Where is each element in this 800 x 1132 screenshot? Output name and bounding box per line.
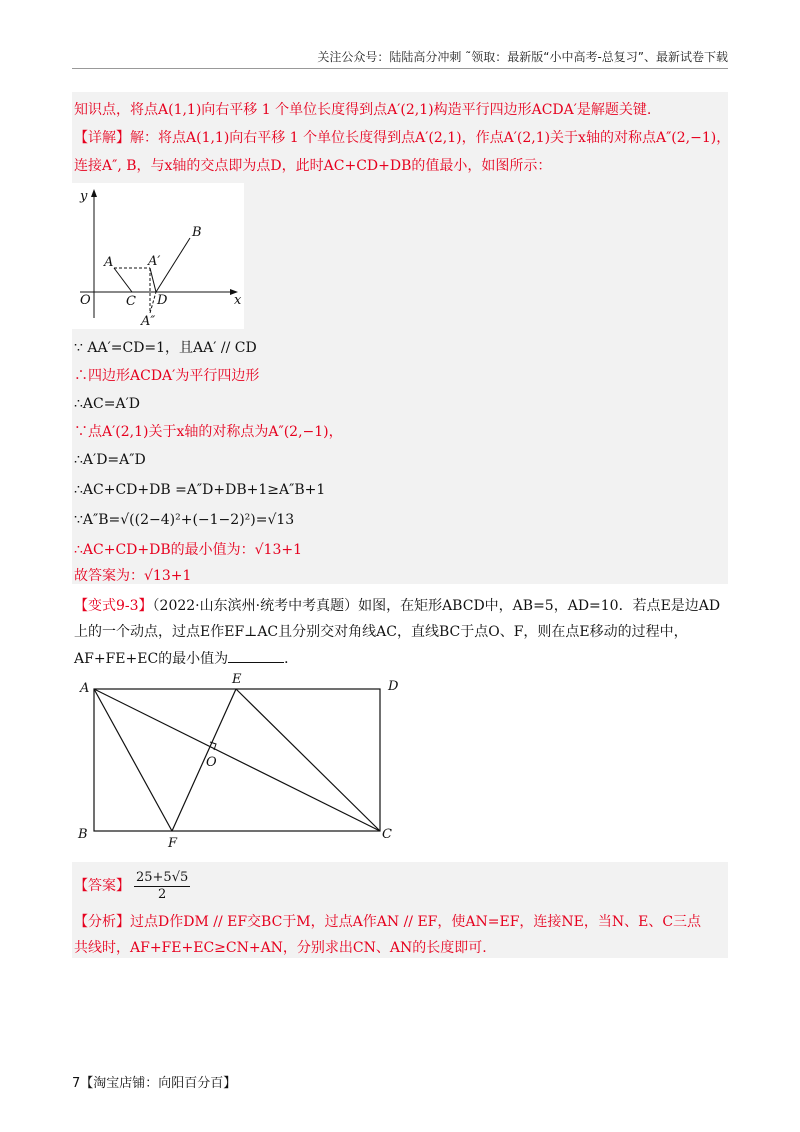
analysis-line-2: 共线时，AF+FE+EC≥CN+AN，分别求出CN、AN的长度即可.: [74, 940, 487, 956]
step-5: ∴A′D=A″D: [74, 452, 146, 468]
variant-line-3: [74, 648, 298, 669]
fig1-point-a1: A′: [148, 254, 161, 269]
step-4: ∵点A′(2,1)关于x轴的对称点为A″(2,−1)，: [74, 424, 343, 440]
fig2-point-f: F: [168, 836, 178, 850]
step-2: ∴四边形ACDA′为平行四边形: [74, 368, 260, 384]
fig1-point-a: A: [104, 255, 114, 270]
fig2-point-o: O: [206, 755, 217, 770]
fig2-point-a: A: [80, 681, 90, 696]
knowledge-line: 知识点，将点A(1,1)向右平移 1 个单位长度得到点A′(2,1)构造平行四边形ACDA′是解题关键.: [74, 102, 652, 118]
analysis-tag: 【分析】: [74, 914, 130, 930]
fig1-point-d: D: [157, 293, 168, 308]
answer-denominator: 2: [157, 886, 167, 902]
rectangle-figure: [72, 672, 412, 850]
fig1-y-label: y: [80, 189, 88, 204]
variant-end: ．: [284, 651, 299, 667]
answer-line: [74, 868, 190, 904]
answer-blank: [228, 648, 284, 663]
detail-text-1: 解：将点A(1,1)向右平移 1 个单位长度得到点A′(2,1)，作点A′(2,1)关于x轴的对称点A″(2,−1)，: [130, 130, 731, 146]
step-3: ∴AC=A′D: [74, 396, 140, 412]
step-7: ∵A″B=√((2−4)²+(−1−2)²)=√13: [74, 512, 295, 528]
answer-numerator: 25+5√5: [136, 869, 189, 885]
step-1: ∵ AA′=CD=1，且AA′ // CD: [74, 340, 257, 356]
variant-line-2: 上的一个动点，过点E作EF⊥AC且分别交对角线AC，直线BC于点O、F，则在点E移动的过程中，: [74, 624, 688, 640]
variant-text-3: AF+FE+EC的最小值为: [74, 651, 229, 667]
page-footer: 7【淘宝店铺：向阳百分百】: [72, 1076, 237, 1091]
fig1-point-c: C: [126, 294, 136, 309]
fig2-point-b: B: [78, 827, 88, 842]
analysis-line-1: [74, 912, 701, 932]
coordinate-figure: [72, 183, 244, 329]
page-header: 关注公众号：陆陆高分冲刺 ˜领取：最新版“小中高考-总复习”、最新试卷下载: [317, 50, 728, 64]
answer-fraction: [134, 870, 190, 903]
variant-tag: 【变式9-3】: [74, 598, 153, 614]
detail-line-1: [74, 128, 730, 148]
step-9: 故答案为：√13+1: [74, 568, 192, 584]
detail-tag: 【详解】: [74, 130, 130, 146]
fig2-point-d: D: [388, 679, 399, 694]
answer-tag: 【答案】: [74, 878, 130, 894]
fig1-point-a2: A″: [141, 314, 156, 329]
header-rule: [72, 68, 728, 69]
fig1-point-b: B: [192, 225, 202, 240]
step-8: ∴AC+CD+DB的最小值为：√13+1: [74, 542, 303, 558]
analysis-text-1: 过点D作DM // EF交BC于M，过点A作AN // EF，使AN=EF，连接NE，当N、E、C三点: [130, 914, 702, 930]
variant-text-1: （2022·山东滨州·统考中考真题）如图，在矩形ABCD中，AB=5，AD=10．若点E是边AD: [152, 598, 721, 614]
detail-line-2: 连接A″, B，与x轴的交点即为点D，此时AC+CD+DB的值最小，如图所示：: [74, 158, 552, 174]
fig1-origin-label: O: [80, 293, 91, 308]
variant-line-1: [74, 596, 720, 616]
step-6: ∴AC+CD+DB =A″D+DB+1≥A″B+1: [74, 482, 326, 498]
fig1-x-label: x: [234, 293, 242, 308]
fig2-point-c: C: [382, 827, 392, 842]
fig2-point-e: E: [232, 672, 242, 687]
